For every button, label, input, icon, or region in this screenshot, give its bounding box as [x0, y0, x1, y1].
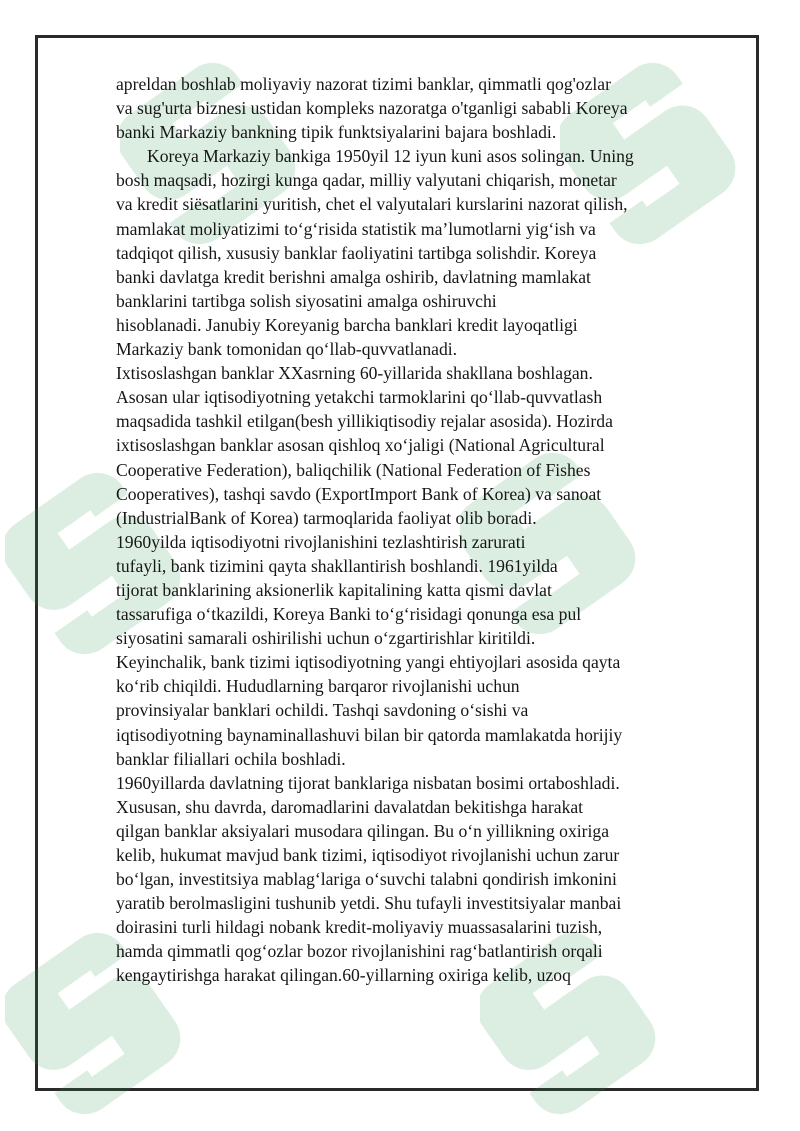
- body-line: banki davlatga kredit berishni amalga oshirib, davlatning mamlakat: [116, 266, 591, 287]
- body-line: (IndustrialBank of Korea) tarmoqlarida faoliyat olib boradi.: [116, 507, 537, 528]
- body-line: yaratib berolmasligini tushunib yetdi. Shu tufayli investitsiyalar manbai: [116, 893, 622, 914]
- body-line: ixtisoslashgan banklar asosan qishloq xo‘jaligi (National Agricultural: [116, 435, 605, 456]
- body-line: 1960yillarda davlatning tijorat banklariga nisbatan bosimi ortaboshladi.: [116, 772, 620, 793]
- body-line: iqtisodiyotning baynaminallashuvi bilan bir qatorda mamlakatda horijiy: [116, 724, 623, 745]
- body-line: bosh maqsadi, hozirgi kunga qadar, milliy valyutani chiqarish, monetar: [116, 170, 617, 191]
- body-line: Cooperative Federation), baliqchilik (National Federation of Fishes: [116, 459, 591, 480]
- body-line: siyosatini samarali oshirilishi uchun o‘zgartirishlar kiritildi.: [116, 628, 536, 649]
- body-line: mamlakat moliyatizimi to‘g‘risida statistik ma’lumotlarni yig‘ish va: [116, 218, 596, 239]
- body-line: bo‘lgan, investitsiya mablag‘lariga o‘suvchi talabni qondirish imkonini: [116, 869, 617, 890]
- body-line: tufayli, bank tizimini qayta shakllantirish boshlandi. 1961yilda: [116, 555, 558, 576]
- body-line: hisoblanadi. Janubiy Koreyanig barcha banklari kredit layoqatligi: [116, 314, 578, 335]
- body-line: va kredit siёsatlarini yuritish, chet el valyutalari kurslarini nazorat qilish,: [116, 194, 628, 215]
- body-line: kelib, hukumat mavjud bank tizimi, iqtisodiyot rivojlanishi uchun zarur: [116, 845, 620, 865]
- body-line: tijorat banklarining aksionerlik kapitalining katta qismi davlat: [116, 579, 552, 600]
- body-line: Cooperatives), tashqi savdo (ExportImport Bank of Korea) va sanoat: [116, 483, 602, 504]
- body-line: hamda qimmatli qog‘ozlar bozor rivojlanishini rag‘batlantirish orqali: [116, 941, 603, 962]
- body-line: banklar filiallari ochila boshladi.: [116, 748, 346, 769]
- body-line: Markaziy bank tomonidan qo‘llab-quvvatlanadi.: [116, 339, 458, 360]
- body-line: qilgan banklar aksiyalari musodara qilingan. Bu o‘n yillikning oxiriga: [116, 820, 610, 841]
- body-line: Asosan ular iqtisodiyotning yetakchi tarmoklarini qo‘llab-quvvatlash: [116, 387, 603, 408]
- body-line: provinsiyalar banklari ochildi. Tashqi savdoning o‘sishi va: [116, 700, 529, 721]
- body-line: va sug'urta biznesi ustidan kompleks nazoratga o'tganligi sababli Koreya: [116, 98, 628, 119]
- document-body: [116, 72, 746, 988]
- body-line: Ixtisoslashgan banklar XXasrning 60-yillarida shakllana boshlagan.: [116, 363, 593, 384]
- body-line: 1960yilda iqtisodiyotni rivojlanishini tezlashtirish zarurati: [116, 531, 526, 552]
- body-line: tadqiqot qilish, xususiy banklar faoliyatini tartibga solishdir. Koreya: [116, 242, 597, 263]
- body-line: Xususan, shu davrda, daromadlarini davalatdan bekitishga harakat: [116, 796, 584, 817]
- body-line: ko‘rib chiqildi. Hududlarning barqaror rivojlanishi uchun: [116, 676, 520, 697]
- body-line: banklarini tartibga solish siyosatini amalga oshiruvchi: [116, 290, 497, 311]
- body-line: Keyinchalik, bank tizimi iqtisodiyotning yangi ehtiyojlari asosida qayta: [116, 652, 621, 673]
- body-line: banki Markaziy bankning tipik funktsiyalarini bajara boshladi.: [116, 122, 557, 143]
- body-line: tassarufiga o‘tkazildi, Koreya Banki to‘g‘risidagi qonunga esa pul: [116, 604, 582, 625]
- body-line: apreldan boshlab moliyaviy nazorat tizimi banklar, qimmatli qog'ozlar: [116, 74, 611, 94]
- body-line: Koreya Markaziy bankiga 1950yil 12 iyun kuni asos solingan. Uning: [147, 146, 634, 167]
- body-line: doirasini turli hildagi nobank kredit-moliyaviy muassasalarini tuzish,: [116, 917, 603, 938]
- body-line: maqsadida tashkil etilgan(besh yillikiqtisodiy rejalar asosida). Hozirda: [116, 411, 613, 432]
- body-line: kengaytirishga harakat qilingan.60-yillarning oxiriga kelib, uzoq: [116, 965, 571, 986]
